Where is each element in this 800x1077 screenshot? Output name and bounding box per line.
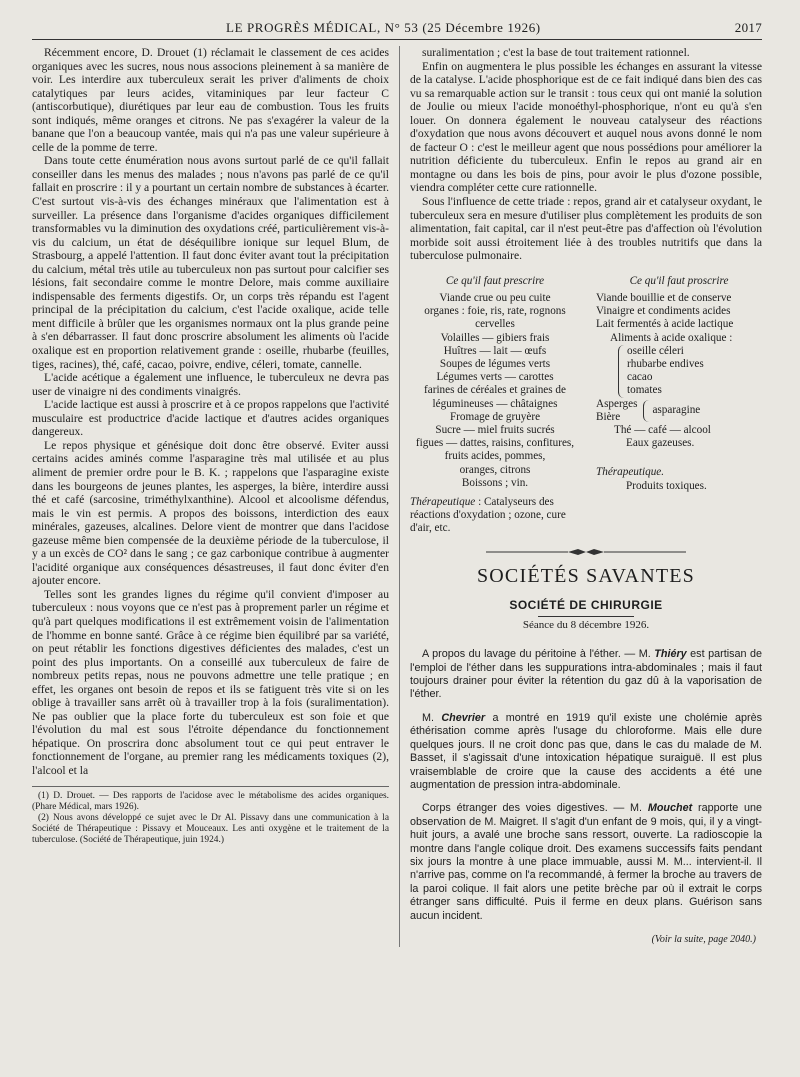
diet-line: Huîtres — lait — œufs <box>443 344 547 357</box>
therapy-label: Thérapeutique. <box>596 466 665 479</box>
report-author: Mouchet <box>647 802 693 815</box>
report-author: Chevrier <box>441 711 486 724</box>
brace-icon <box>643 400 649 422</box>
diet-line: Bière <box>596 410 621 423</box>
diet-line: Eaux gazeuses. <box>626 437 695 450</box>
report-paragraph <box>410 712 762 792</box>
asparagine-group <box>596 398 762 424</box>
diet-allowed-column <box>410 275 586 536</box>
paragraph: Le repos physique et génésique doit donc être observé. Eviter aussi certains acides aminés comme l'asparagine très mal utilisée et au plus aliment de premier ordre pour le B. K. ; rappelons que l'asparagine existe dans les bourgeons de jeunes plantes, les asperges, la bière, interdire aussi thé et café (sarcosine, triméthylxanthine). Alcool et alcoolisme défendus, mais le vin est permis. A propos des boissons, interdiction des eaux minérales, gazeuses, alcalines. Delore vient de montrer que dans l'acidose gazeuse même bien compensée de la deuxième période de la tuberculose, il y a un excès de CO² dans le sang ; ce gaz carbonique contribue à augmenter l'acidité organique aux conséquences désastreuses, il faut donc éviter d'en ajouter encore. <box>32 438 389 588</box>
diet-line: oseille céleri <box>627 344 684 357</box>
report-lead: Corps étranger des voies digestives. — M. <box>422 802 643 815</box>
diet-line: Volailles — gibiers frais <box>440 331 550 344</box>
report-lead: M. <box>422 711 434 724</box>
oxalic-list <box>627 345 704 398</box>
diet-line: Soupes de légumes verts <box>439 357 551 370</box>
diet-allowed-therapy <box>410 496 580 536</box>
diet-line: cacao <box>627 371 653 384</box>
diet-table <box>410 275 762 536</box>
diet-line: Thé — café — alcool <box>614 423 711 436</box>
report-author: Thiéry <box>654 648 687 661</box>
paragraph: Enfin on augmentera le plus possible les échanges en assurant la vitesse de la catalyse. L'acide phosphorique est de ce fait indiqué dans bien des cas vu sa remarquable action sur le transit : tous ceux qui ont manié la solution de Joulie ou mieux l'acide monoéthyl-phosphorique, n'ont eu qu'à s'en louer. On donnera également le nouveau catalyseur des réactions d'oxydation que nous avons découvert et auquel nous avons donné le nom de facteur O : c'est le meilleur agent que nous possédions pour améliorer la nutrition déficiente du tuberculeux. Enfin le repos au grand air en montagne ou dans les bois de pins, pour avoir le plus d'ozone possible, viendra compléter cette cure rationnelle. <box>410 59 762 195</box>
diet-line: Aliments à acide oxalique : <box>610 331 733 344</box>
page-number: 2017 <box>734 20 762 35</box>
footnotes <box>32 786 389 846</box>
footnote: (2) Nous avons développé ce sujet avec le Dr Al. Pissavy dans une communication à la Société de Thérapeutique : Pissavy et Mouceaux. Les anti oxygène et le traitement de la tuberculose. (Société de Thérapeutique, juin 1924.) <box>32 812 389 845</box>
reports <box>410 648 762 923</box>
report-lead: A propos du lavage du péritoine à l'éther. — M. <box>422 648 651 661</box>
diet-line: Boissons ; vin. <box>461 476 529 489</box>
diet-line: oranges, citrons <box>459 463 531 476</box>
ornament-divider-icon <box>410 548 762 556</box>
paragraph: L'acide lactique est aussi à proscrire et à ce propos rappelons que l'activité musculaire est productrice d'acide lactique et d'autres acides organiques dangereux. <box>32 398 389 439</box>
brace-icon <box>618 345 624 398</box>
diet-line: Lait fermentés à acide lactique <box>596 318 734 331</box>
diet-allowed-heading: Ce qu'il faut prescrire <box>445 274 545 287</box>
header-rule <box>32 39 762 40</box>
continued-note: (Voir la suite, page 2040.) <box>651 933 756 945</box>
asparagine-label: asparagine <box>652 404 701 417</box>
paragraph: Récemment encore, D. Drouet (1) réclamait le classement de ces acides organiques avec les sucres, nous nous associons pleinement à sa manière de voir. Les interdire aux tuberculeux serait les priver d'aliments de choix catalytiques par leurs acides, vitaminiques par leur facteur C (antiscorbutique), diurétiques par leur eau de combustion. Tous les fruits sont indiqués, même oranges et citrons. Ne pas s'exagérer la valeur de la banane que l'on a beaucoup vantée, mais qui n'a pas une valeur supérieure à celle de la pomme de terre. <box>32 46 389 154</box>
society-underline <box>538 616 634 617</box>
diet-line: farines de céréales et graines de <box>424 384 566 397</box>
section-title: SOCIÉTÉS SAVANTES <box>476 564 696 587</box>
running-header <box>32 20 762 39</box>
report-text: est partisan de l'emploi de l'éther dans les suppurations intra-abdominales ; mais il faut toujours drainer pour éviter la rétention du gaz dû à la vaporisation de l'éther. <box>410 648 763 701</box>
oxalic-group <box>596 345 762 398</box>
paragraph: Sous l'influence de cette triade : repos, grand air et catalyseur oxydant, le tuberculeux sera en mesure d'utiliser plus complètement les produits de son alimentation, fait capital, car il n'est peut-être pas d'affection où l'évolution morbide soit aussi étroitement liée à des troubles nutritifs que dans la tuberculose pulmonaire. <box>410 195 762 263</box>
diet-line: Légumes verts — carottes <box>436 371 554 384</box>
journal-title: LE PROGRÈS MÉDICAL, N° 53 (25 Décembre 1926) <box>226 20 541 35</box>
report-text: a montré en 1919 qu'il existe une cholémie après éthérisation comme après l'usage du chloroforme. Mais elle dure quelques jours. Il ne croit donc pas que, dans le cas du malade de M. Basset, il s'agissait d'une intoxication hépatique suraiguë. Il est plus vraisemblable de croire que la cause des accidents a été une augmentation de pression intra-abdominale. <box>410 711 762 791</box>
asparagine-list <box>596 398 637 424</box>
diet-line: Sucre — miel fruits sucrés <box>435 423 555 436</box>
society-name: SOCIÉTÉ DE CHIRURGIE <box>509 598 663 613</box>
diet-forbidden-column <box>586 275 762 536</box>
report-paragraph <box>410 648 762 702</box>
ornament-divider-icon <box>486 548 686 556</box>
left-column <box>32 46 400 947</box>
diet-forbidden-heading: Ce qu'il faut proscrire <box>629 274 729 287</box>
footnote: (1) D. Drouet. — Des rapports de l'acidose avec le métabolisme des acides organiques. (Phare Médical, mars 1926). <box>32 790 389 812</box>
therapy-text: : Catalyseurs des réactions d'oxydation ; ozone, cure d'air, etc. <box>410 496 566 535</box>
right-column <box>400 46 762 947</box>
paragraph: Telles sont les grandes lignes du régime qu'il convient d'imposer au tuberculeux : nous voyons que ce n'est pas à proprement parler un régime et qu'à part quelques modifications il est extrêmement voisin de l'alimentation de l'homme en bonne santé. Grâce à ce régime bien équilibré par sa variété, on peut rétablir les fonctions digestives déficientes des malades, c'est un point des plus importants. On a conseillé aux tuberculeux de faire de nombreux petits repas, nous ne pouvons admettre une telle pratique ; en effet, les organes ont besoin de repos et ils se fatiguent très vite si on les oblige à travailler sans arrêt où à travailler trop à la fois (suralimentation). Ne pas oublier que la place forte du tuberculeux est son foie et que l'évolution du mal est sous l'étroite dépendance du fonctionnement hépatique. On proscrira donc absolument tout ce qui peut entraver le fonctionnement de l'organe, au premier rang les médicaments toxiques (2), l'alcool et la <box>32 587 389 777</box>
diet-line: figues — dattes, raisins, confitures, fruits acides, pommes, <box>415 437 575 463</box>
session-date: Séance du 8 décembre 1926. <box>522 618 650 631</box>
report-paragraph <box>410 802 762 923</box>
report-text: rapporte une observation de M. Maigret. Il s'agit d'un enfant de 9 mois, qui, il y a vingt-huit jours, a avalé une broche sans ressort, ouverte. La radioscopie la montre dans l'angle colique droit. Des examens successifs faits pendant six jours la montre à une place immuable, aussi M. M... intervient-il. Il n'arrive pas, comme on l'a recommandé, à fermer la broche au travers de la paroi colique. Il fait alors une petite brèche par où il extrait le corps étranger sans difficulté. Puis il ferme en deux plans. Guérison sans aucun incident. <box>410 802 763 922</box>
diet-line: Viande crue ou peu cuite <box>439 291 551 304</box>
diet-line: Vinaigre et condiments acides <box>596 305 731 318</box>
diet-line: rhubarbe endives <box>627 357 704 370</box>
diet-line: organes : foie, ris, rate, rognons <box>424 305 566 318</box>
therapy-label: Thérapeutique <box>410 496 476 508</box>
diet-line: Viande bouillie et de conserve <box>596 291 732 304</box>
diet-line: cervelles <box>475 318 515 331</box>
diet-forbidden-therapy <box>596 466 762 492</box>
diet-line: Asperges <box>596 397 638 410</box>
two-column-body <box>32 46 762 947</box>
diet-line: tomates <box>627 384 662 397</box>
paragraph: suralimentation ; c'est la base de tout traitement rationnel. <box>422 46 690 59</box>
paragraph: Dans toute cette énumération nous avons surtout parlé de ce qu'il fallait conseiller dans les menus des malades ; nous n'avons pas parlé de ce qu'il fallait en proscrire : il y a pourtant un certain nombre de substances à écarter. C'est surtout vis-à-vis des échanges minéraux que l'alimentation est à surveiller. La présence dans l'organisme d'acides organiques difficilement transformables vu la diminution des oxydations créé, particulièrement vis-à-vis du calcium, un état de déséquilibre ionique sur lequel Blum, de Strasbourg, a appelé l'attention. Il faut donc éviter avant tout la précipitation du calcium, métal très utile au tuberculeux non pas surtout pour calcifier ses lésions, fait secondaire comme le montre Delore, mais comme auxiliaire indispensable des ferments digestifs. Or, un corps très répandu est l'agent principal de la précipitation du calcium, c'est l'acide oxalique, acide telle ment difficile à brûler que les organismes normaux ont la plus grande peine à s'en débarrasser. Il faut donc proscrire absolument les aliments où l'acide oxalique est en proportion relativement grande : oseille, rhubarbe (feuilles, tiges, racines), thé, café, cacao, poivre, endive, céleri, tomate, cannelle. <box>32 154 390 371</box>
paragraph: L'acide acétique a également une influence, le tuberculeux ne devra pas user de vinaigre ni des condiments vinaigrés. <box>32 371 389 398</box>
diet-line: Fromage de gruyère <box>449 410 541 423</box>
diet-line: légumineuses — châtaignes <box>432 397 558 410</box>
therapy-text: Produits toxiques. <box>626 479 707 492</box>
